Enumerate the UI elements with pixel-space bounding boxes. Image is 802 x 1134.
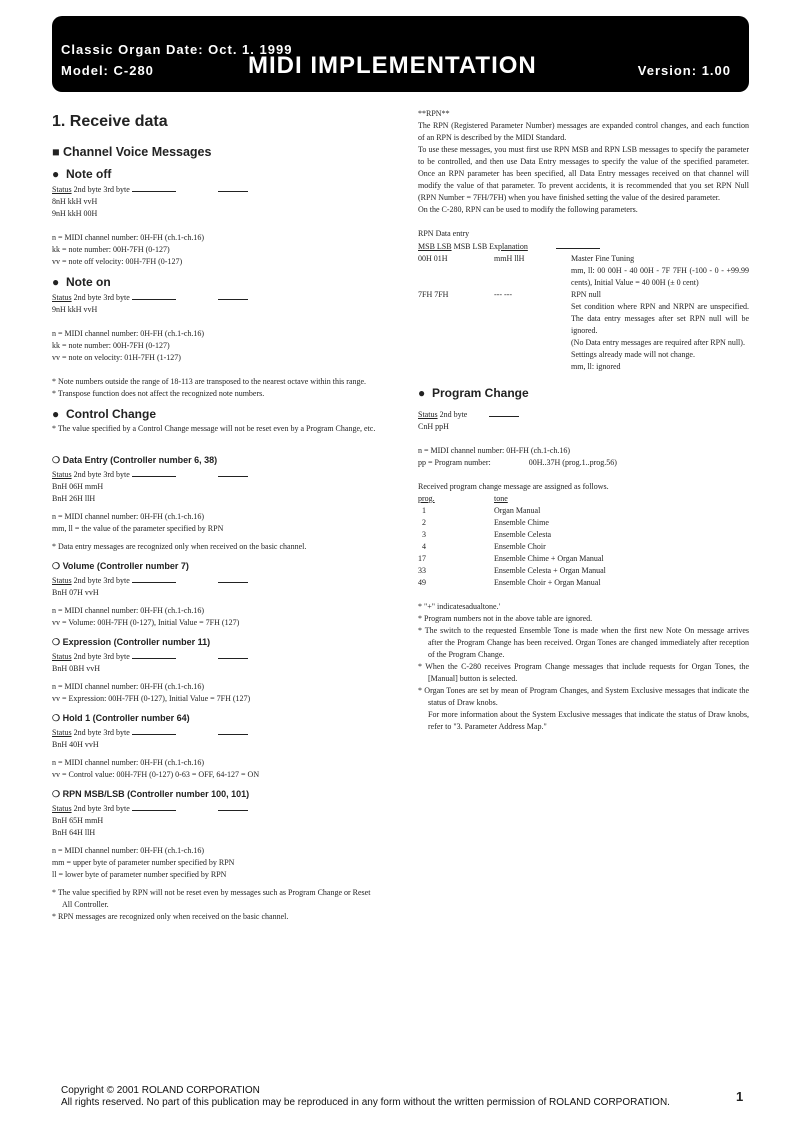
header-model-date: Classic Organ Date: Oct. 1. 1999 — [61, 42, 293, 57]
param-note: vv = Control value: 00H-7FH (0-127) 0-63 = OFF, 64-127 = ON — [52, 770, 260, 779]
table-cell: mmH llH — [494, 254, 525, 263]
param-note: ll = lower byte of parameter number specified by RPN — [52, 870, 227, 879]
remark: * Transpose function does not affect the recognized note numbers. — [52, 389, 265, 398]
right-column — [418, 108, 749, 733]
left-column — [52, 108, 378, 923]
rights-line: All rights reserved. No part of this publication may be reproduced in any form without the written permission of ROLAND CORPORATION. — [61, 1097, 670, 1108]
channel-voice-heading: ■ Channel Voice Messages — [52, 145, 212, 159]
status-header: Status 2nd byte 3rd byte — [52, 574, 378, 587]
remark: * Note numbers outside the range of 18-113 are transposed to the nearest octave within this range. — [52, 377, 367, 386]
param-note: n = MIDI channel number: 0H-FH (ch.1-ch.16) — [52, 233, 205, 242]
hold-heading: ❍ Hold 1 (Controller number 64) — [52, 713, 190, 723]
remark: * The switch to the requested Ensemble Tone is made when the first new Note On message arrives after the Program Change has been received. Organ Tones are changed immediately after reception of the Program Change. — [418, 626, 749, 659]
status-header: Status 2nd byte 3rd byte — [52, 183, 378, 196]
table-cell: Ensemble Choir + Organ Manual — [494, 578, 601, 587]
table-cell: 49 — [418, 578, 426, 587]
table-cell: 17 — [418, 554, 426, 563]
expression-heading: ❍ Expression (Controller number 11) — [52, 637, 211, 647]
table-cell: RPN null Set condition where RPN and NRPN are unspecified. The data entry messages after set RPN null will be ignored. (No Data entry messages are required after RPN null). Settings already made will not change. mm, ll: ignored — [571, 290, 749, 371]
message-row: 8nH kkH vvH — [52, 197, 98, 206]
param-note: kk = note number: 00H-7FH (0-127) — [52, 245, 170, 254]
message-row: 9nH kkH 00H — [52, 209, 98, 218]
message-row: 9nH kkH vvH — [52, 305, 98, 314]
param-note: vv = Expression: 00H-7FH (0-127), Initial Value = 7FH (127) — [52, 694, 251, 703]
param-note: n = MIDI channel number: 0H-FH (ch.1-ch.16) — [52, 606, 205, 615]
param-note: n = MIDI channel number: 0H-FH (ch.1-ch.16) — [52, 682, 205, 691]
param-note: vv = note on velocity: 01H-7FH (1-127) — [52, 353, 181, 362]
status-header: Status 2nd byte 3rd byte — [52, 802, 378, 815]
param-note: vv = Volume: 00H-7FH (0-127), Initial Value = 7FH (127) — [52, 618, 240, 627]
table-cell: Ensemble Celesta — [494, 530, 552, 539]
rpn-paragraph: To use these messages, you must first use RPN MSB and RPN LSB messages to specify the parameter to be controlled, and then use Data Entry messages to specify the value of the specified parameter. Once an RPN parameter has been specified, all Data Entry messages received on that channel will modify the value of that parameter. To prevent accidents, it is recommended that you set RPN Null (RPN Number = 7FH/7FH) when you have finished setting the value of the desired parameter. — [418, 145, 749, 202]
copyright-line: Copyright © 2001 ROLAND CORPORATION — [61, 1085, 260, 1096]
table-cell: 1 — [422, 506, 426, 515]
bullet-icon: ● — [418, 386, 426, 400]
section-title: 1. Receive data — [52, 113, 168, 130]
param-note: n = MIDI channel number: 0H-FH (ch.1-ch.16) — [418, 446, 571, 455]
status-header: Status 2nd byte 3rd byte — [52, 291, 378, 304]
bullet-icon: ● — [52, 275, 60, 289]
table-cell: 4 — [422, 542, 426, 551]
table-cell: 7FH 7FH — [418, 290, 449, 299]
rpn-paragraph: On the C-280, RPN can be used to modify the following parameters. — [418, 205, 638, 214]
param-note: kk = note number: 00H-7FH (0-127) — [52, 341, 170, 350]
rpn-table-header: MSB LSB MSB LSB Explanation — [418, 240, 749, 253]
volume-heading: ❍ Volume (Controller number 7) — [52, 561, 189, 571]
table-cell: Ensemble Chime + Organ Manual — [494, 554, 604, 563]
rpn-table-caption: RPN Data entry — [418, 229, 470, 238]
page-number: 1 — [736, 1089, 744, 1104]
rpn-table — [418, 253, 749, 373]
remark: * Program numbers not in the above table are ignored. — [418, 614, 593, 623]
table-cell: 33 — [418, 566, 426, 575]
data-entry-heading: ❍ Data Entry (Controller number 6, 38) — [52, 455, 218, 465]
column-header: tone — [494, 494, 508, 503]
message-row: BnH 40H vvH — [52, 740, 99, 749]
param-note: mm = upper byte of parameter number specified by RPN — [52, 858, 235, 867]
assign-text: Received program change message are assigned as follows. — [418, 482, 609, 491]
message-row: BnH 26H llH — [52, 494, 96, 503]
status-header: Status 2nd byte 3rd byte — [52, 726, 378, 739]
note-on-heading: ● Note on — [52, 275, 111, 289]
note-off-heading: ● Note off — [52, 167, 112, 181]
header-version: Version: 1.00 — [637, 63, 731, 78]
table-cell: 3 — [422, 530, 426, 539]
rpn-paragraph: The RPN (Registered Parameter Number) messages are expanded control changes, and each function of an RPN is described by the MIDI Standard. — [418, 121, 749, 142]
message-row: BnH 65H mmH — [52, 816, 104, 825]
rpn-msb-lsb-heading: ❍ RPN MSB/LSB (Controller number 100, 101) — [52, 789, 250, 799]
remark: * "+" indicatesadualtone.' — [418, 602, 501, 611]
column-header: prog. — [418, 494, 435, 503]
remark: * The value specified by RPN will not be reset even by messages such as Program Change or Reset All Controller. — [52, 888, 371, 909]
param-note: n = MIDI channel number: 0H-FH (ch.1-ch.16) — [52, 329, 205, 338]
param-note: vv = note off velocity: 00H-7FH (0-127) — [52, 257, 183, 266]
rpn-heading: **RPN** — [418, 109, 450, 118]
page-title: MIDI IMPLEMENTATION — [248, 52, 537, 79]
message-row: BnH 64H llH — [52, 828, 96, 837]
table-cell: Ensemble Choir — [494, 542, 546, 551]
param-note: n = MIDI channel number: 0H-FH (ch.1-ch.16) — [52, 512, 205, 521]
header-model: Model: C-280 — [61, 63, 154, 78]
status-header: Status 2nd byte 3rd byte — [52, 650, 378, 663]
table-cell: Organ Manual — [494, 506, 541, 515]
remark: * When the C-280 receives Program Change messages that include requests for Organ Tones, the [Manual] button is selected. — [418, 662, 749, 683]
remark: * Organ Tones are set by mean of Program Changes, and System Exclusive messages that indicate the status of Draw knobs. — [418, 686, 749, 707]
status-header: Status 2nd byte 3rd byte — [52, 468, 378, 481]
table-cell: 00H 01H — [418, 254, 448, 263]
message-row: BnH 07H vvH — [52, 588, 99, 597]
page-footer — [61, 1085, 670, 1109]
status-header: Status 2nd byte — [418, 408, 749, 421]
param-note: n = MIDI channel number: 0H-FH (ch.1-ch.16) — [52, 846, 205, 855]
program-table — [418, 493, 749, 589]
message-row: CnH ppH — [418, 422, 449, 431]
table-cell: Master Fine Tuning mm, ll: 00 00H - 40 00H - 7F 7FH (-100 - 0 - +99.99 cents), Initial Value = 40 00H (± 0 cent) — [571, 254, 749, 287]
bullet-icon: ● — [52, 167, 60, 181]
param-note: n = MIDI channel number: 0H-FH (ch.1-ch.16) — [52, 758, 205, 767]
param-note: pp = Program number: 00H..37H (prog.1..prog.56) — [418, 458, 617, 467]
remark: * RPN messages are recognized only when received on the basic channel. — [52, 912, 289, 921]
param-note: mm, ll = the value of the parameter specified by RPN — [52, 524, 224, 533]
remark: For more information about the System Exclusive messages that indicate the status of Draw knobs, refer to "3. Parameter Address Map." — [428, 710, 749, 731]
table-cell: Ensemble Celesta + Organ Manual — [494, 566, 606, 575]
remark: * The value specified by a Control Change message will not be reset even by a Program Change, etc. — [52, 424, 376, 433]
message-row: BnH 0BH vvH — [52, 664, 101, 673]
table-cell: 2 — [422, 518, 426, 527]
page-header — [52, 16, 749, 92]
bullet-icon: ● — [52, 407, 60, 421]
message-row: BnH 06H mmH — [52, 482, 104, 491]
table-cell: --- --- — [494, 290, 512, 299]
program-change-heading: ● Program Change — [418, 386, 529, 400]
control-change-heading: ● Control Change — [52, 407, 156, 421]
table-cell: Ensemble Chime — [494, 518, 549, 527]
remark: * Data entry messages are recognized only when received on the basic channel. — [52, 542, 307, 551]
